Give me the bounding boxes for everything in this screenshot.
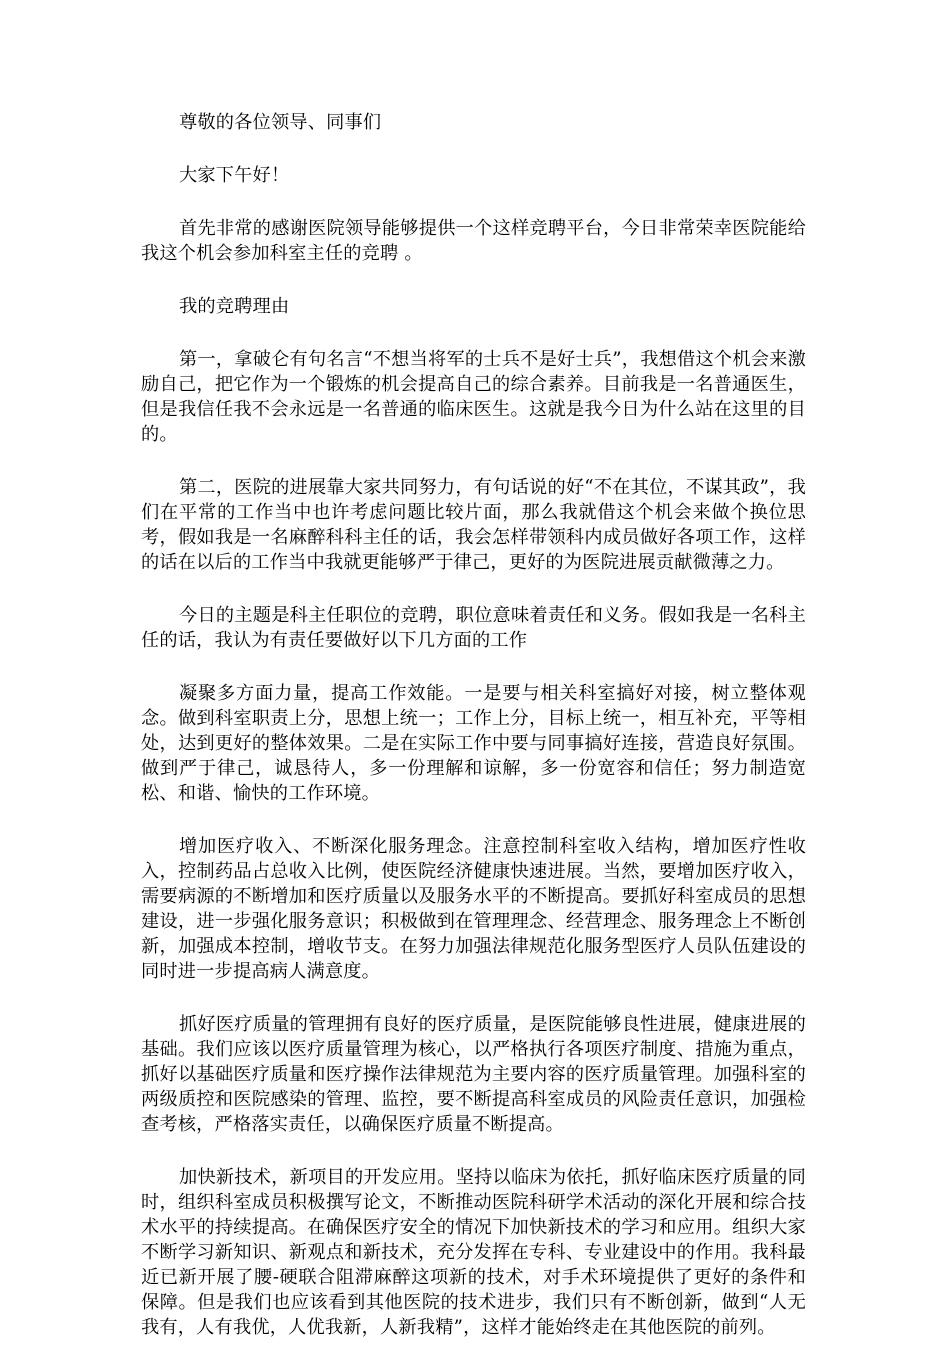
reason-two-paragraph: 第二，医院的进展靠大家共同努力，有句话说的好“不在其位，不谋其政”，我们在平常的工作当中也许考虑问题比较片面，那么我就借这个机会来做个换位思考，假如我是一名麻醉科科主任的话，我会怎样带领科内成员做好各项工作，这样的话在以后的工作当中我就更能够严于律己，更好的为医院进展贡献微薄之力。 — [141, 477, 806, 573]
document-body — [141, 110, 806, 1368]
work-item-income-paragraph: 增加医疗收入、不断深化服务理念。注意控制科室收入结构，增加医疗性收入，控制药品占总收入比例，使医院经济健康快速进展。当然，要增加医疗收入，需要病源的不断增加和医疗质量以及服务水平的不断提高。要抓好科室成员的思想建设，进一步强化服务意识；积极做到在管理理念、经营理念、服务理念上不断创新，加强成本控制，增收节支。在努力加强法律规范化服务型医疗人员队伍建设的同时进一步提高病人满意度。 — [141, 836, 806, 982]
intro-paragraph: 首先非常的感谢医院领导能够提供一个这样竞聘平台，今日非常荣幸医院能给我这个机会参加科室主任的竞聘 。 — [141, 218, 806, 264]
work-item-cohesion-paragraph: 凝聚多方面力量，提高工作效能。一是要与相关科室搞好对接，树立整体观念。做到科室职责上分，思想上统一；工作上分，目标上统一，相互补充，平等相处，达到更好的整体效果。二是在实际工作中要与同事搞好连接，营造良好氛围。做到严于律己，诚恳待人，多一份理解和谅解，多一份宽容和信任；努力制造宽松、和谐、愉快的工作环境。 — [141, 683, 806, 804]
topic-paragraph: 今日的主题是科主任职位的竞聘，职位意味着责任和义务。假如我是一名科主任的话，我认为有责任要做好以下几方面的工作 — [141, 605, 806, 651]
reason-one-paragraph: 第一，拿破仑有句名言“不想当将军的士兵不是好士兵”，我想借这个机会来激励自己，把它作为一个锻炼的机会提高自己的综合素养。目前我是一名普通医生，但是我信任我不会永远是一名普通的临床医生。这就是我今日为什么站在这里的目的。 — [141, 349, 806, 445]
work-item-technology-paragraph: 加快新技术，新项目的开发应用。坚持以临床为依托，抓好临床医疗质量的同时，组织科室成员积极撰写论文，不断推动医院科研学术活动的深化开展和综合技术水平的持续提高。在确保医疗安全的情况下加快新技术的学习和应用。组织大家不断学习新知识、新观点和新技术，充分发挥在专科、专业建设中的作用。我科最近已新开展了腰-硬联合阻滞麻醉这项新的技术，对手术环境提供了更好的条件和保障。但是我们也应该看到其他医院的技术进步，我们只有不断创新，做到“人无我有，人有我优，人优我新，人新我精”，这样才能始终走在其他医院的前列。 — [141, 1167, 806, 1338]
section-heading-reasons: 我的竞聘理由 — [179, 296, 290, 317]
work-item-quality-paragraph: 抓好医疗质量的管理拥有良好的医疗质量，是医院能够良性进展，健康进展的基础。我们应该以医疗质量管理为核心，以严格执行各项医疗制度、措施为重点，抓好以基础医疗质量和医疗操作法律规范为主要内容的医疗质量管理。加强科室的两级质控和医院感染的管理、监控，要不断提高科室成员的风险责任意识，加强检查考核，严格落实责任，以确保医疗质量不断提高。 — [141, 1014, 806, 1135]
greeting-line: 尊敬的各位领导、同事们 — [179, 112, 382, 133]
salutation-line: 大家下午好！ — [179, 165, 290, 186]
